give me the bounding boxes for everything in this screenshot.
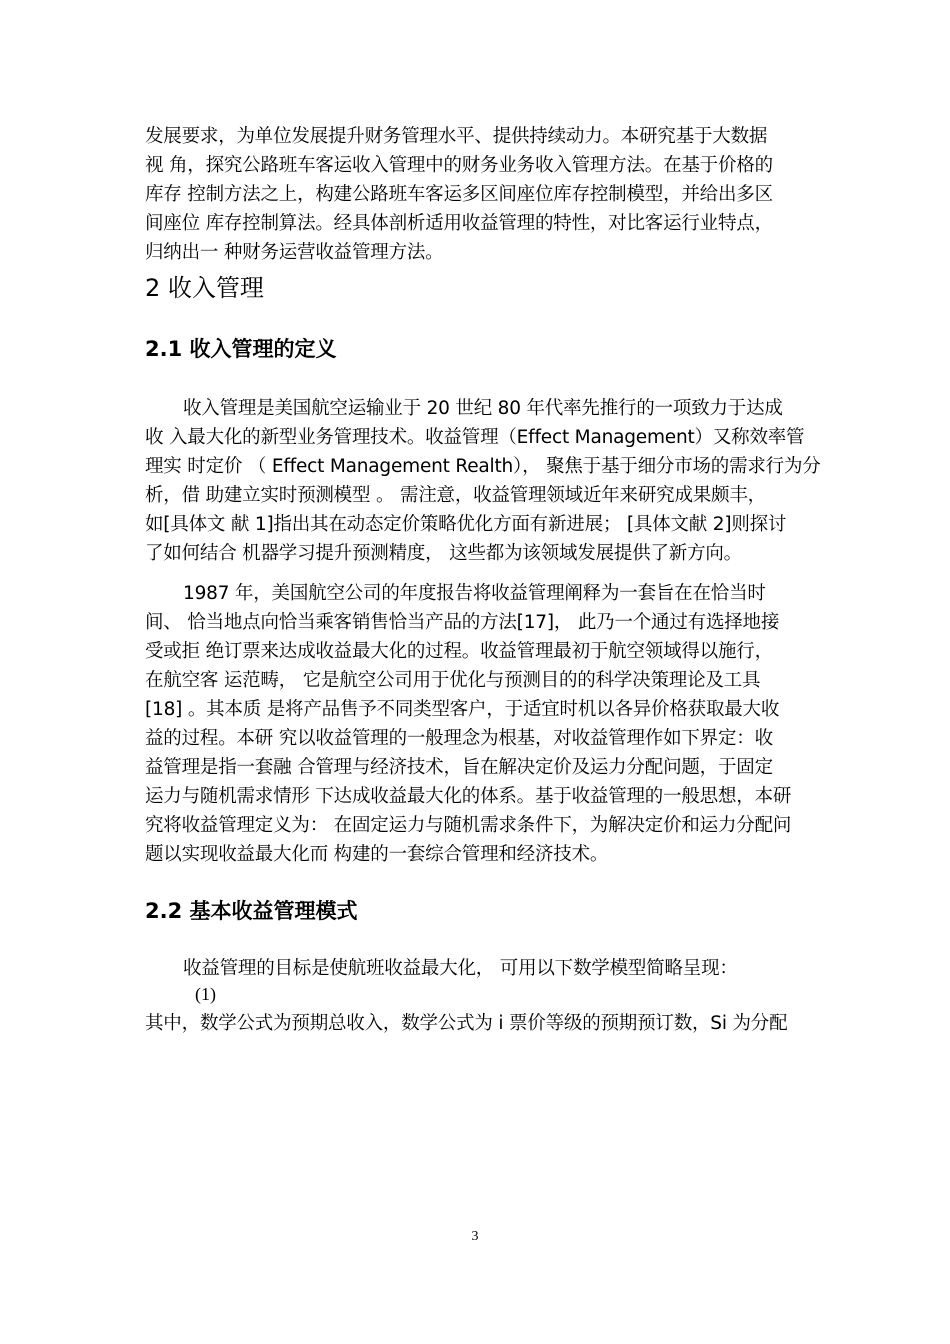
paragraph-line: [18] 。其本质 是将产品售予不同类型客户，于适宜时机以各异价格获取最大收: [145, 699, 780, 720]
intro-line: 发展要求，为单位发展提升财务管理水平、提供持续动力。本研究基于大数据: [145, 126, 768, 147]
intro-line: 库存 控制方法之上，构建公路班车客运多区间座位库存控制模型，并给出多区: [145, 184, 773, 205]
paragraph-line: 受或拒 绝订票来达成收益最大化的过程。收益管理最初于航空领域得以施行，: [145, 641, 773, 662]
paragraph-line: 析，借 助建立实时预测模型 。 需注意，收益管理领域近年来研究成果颇丰，: [145, 485, 766, 506]
paragraph-line: 理实 时定价 （ Effect Management Realth）， 聚焦于基于细分市场的需求行为分: [145, 456, 821, 477]
intro-line: 间座位 库存控制算法。经具体剖析适用收益管理的特性，对比客运行业特点，: [145, 213, 773, 234]
paragraph-line: 其中，数学公式为预期总收入，数学公式为 i 票价等级的预期预订数，Si 为分配: [145, 1013, 788, 1034]
intro-line: 归纳出一 种财务运营收益管理方法。: [145, 242, 444, 263]
paragraph-line: 如[具体文 献 1]指出其在动态定价策略优化方面有新进展； [具体文献 2]则探讨: [145, 514, 787, 535]
paragraph-line: 究将收益管理定义为： 在固定运力与随机需求条件下，为解决定价和运力分配问: [145, 815, 792, 836]
page-number: 3: [471, 1229, 479, 1244]
paragraph-line: 收入管理是美国航空运输业于 20 世纪 80 年代率先推行的一项致力于达成: [183, 398, 783, 419]
paragraph-line: 1987 年，美国航空公司的年度报告将收益管理阐释为一套旨在在恰当时: [183, 583, 766, 604]
paragraph-line: 益的过程。本研 究以收益管理的一般理念为根基，对收益管理作如下界定：收: [145, 728, 773, 749]
paragraph-line: 收益管理的目标是使航班收益最大化， 可用以下数学模型简略呈现：: [183, 958, 738, 979]
subsection-heading: 2.1 收入管理的定义: [145, 337, 337, 361]
section-heading: 2 收入管理: [145, 274, 264, 302]
paragraph-line: 题以实现收益最大化而 构建的一套综合管理和经济技术。: [145, 844, 609, 865]
paragraph-line: 了如何结合 机器学习提升预测精度， 这些都为该领域发展提供了新方向。: [145, 543, 742, 564]
paragraph-line: 运力与随机需求情形 下达成收益最大化的体系。基于收益管理的一般思想，本研: [145, 786, 792, 807]
intro-line: 视 角，探究公路班车客运收入管理中的财务业务收入管理方法。在基于价格的: [145, 155, 773, 176]
paragraph-line: 间、 恰当地点向恰当乘客销售恰当产品的方法[17]， 此乃一个通过有选择地接: [145, 612, 780, 633]
paragraph-line: 在航空客 运范畴， 它是航空公司用于优化与预测目的的科学决策理论及工具: [145, 670, 761, 691]
paragraph-line: 收 入最大化的新型业务管理技术。收益管理（Effect Management）又称效率管: [145, 427, 805, 448]
equation-number: (1): [195, 984, 216, 1004]
subsection-heading: 2.2 基本收益管理模式: [145, 899, 358, 923]
paragraph-line: 益管理是指一套融 合管理与经济技术，旨在解决定价及运力分配问题，于固定: [145, 757, 773, 778]
